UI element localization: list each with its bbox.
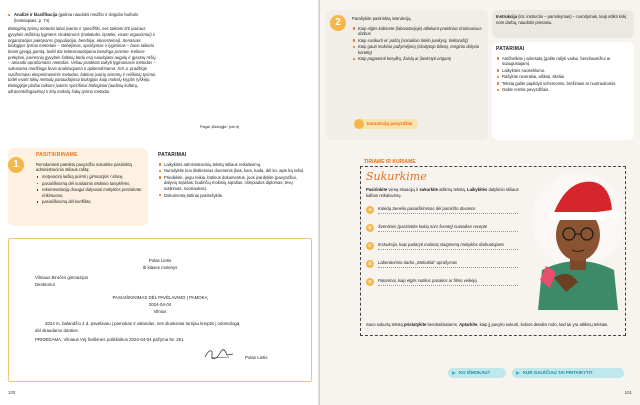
doc-city: Vilnius: [153, 309, 167, 314]
doc-body2: dėl skaudamo danties.: [35, 328, 79, 333]
intro-heading: Analizė ir klasifikacija (galima naudotis medžio ir dvigubo burbulo (lentelapiais, p. 74): [8, 12, 158, 23]
apply-button[interactable]: KUR GALĖČIAU TAI PRITAIKYTI?: [512, 368, 624, 378]
option-text: Patarimai, kaip elgtis sutikus pasakos ar filmo veikėją: [378, 278, 518, 286]
arrow-right-icon: [452, 371, 456, 375]
right-tips-list: [496, 56, 630, 93]
list-item: rekomendaciją draugui dalyvauti mokyklos prezidento rinkimuose,: [36, 187, 146, 198]
step1-number: 1: [8, 157, 24, 173]
option-letter: C: [366, 242, 374, 250]
option-letter: E: [366, 278, 374, 286]
page-number-right: 101: [624, 390, 632, 396]
create-footer: Savo sukurtą tekstą pristatykite bendraklasiams. Aptarkite, kaip jį pavyko sukurti, kokios detalės rodo, kad tai yra atlikmų tekstas.: [366, 322, 609, 327]
doc-body1: 2024 m. balandžio 4 d. pavėlavau į pamokas 2 valandas, nes sluoksniai turėjau kreiptis į odontologą: [45, 321, 240, 326]
list-item: Priedėkite, jeigu reikia, būtinus dokumentus, juos įvardykite (pavyzdžiui, dalyvių sąrašas, budinčių mokinių sąrašas, olimpiados diplomas, tėvų sutikimas, nuotraukos).: [158, 175, 308, 192]
list-item: Kaip gauti mokinio pažymėjimą (skaitytojo bilietą, renginio dalyvio kortelę): [352, 44, 484, 55]
tips-content: [158, 152, 308, 199]
doc-attach: PRIDEDAMA. Vilniaus Vėj Šeškinės poliklinikos 2024-04-04 pažyma Nr. 261: [35, 337, 184, 342]
santa-student-illustration: [528, 160, 628, 310]
learned-button[interactable]: KO IŠMOKAU?: [448, 368, 506, 378]
doc-class: Ib klases mokinys: [142, 265, 178, 270]
option-text: Laboratorinio darbo „Stebuklai“ aprašymas: [378, 260, 518, 268]
list-item: Atsižvelkite į adresatą (galite rašyti vaikui, bendraamžiui ar suaugusiajam).: [496, 56, 630, 67]
step2-list: [352, 26, 484, 62]
step1-lead: Remdamiesi pateiktu pavyzdžiu sukurkite pasirinktą administracinio stiliaus raštą:: [36, 161, 132, 173]
create-content: [366, 170, 526, 198]
list-item: Dokumentą būtinai pasirašykite.: [158, 193, 308, 199]
list-item: Laikykitės administracinių tekstų stiliaus reikalavimų.: [158, 162, 308, 168]
option-a: [366, 206, 522, 214]
signature-icon: [203, 347, 235, 361]
step2-lead: Parašykite pasirinktą instrukciją.: [352, 16, 412, 21]
list-item: Nurodykite kuo tiksliesnius duomenis (kas, kam, kada, dėl ko, apie ką rašo).: [158, 168, 308, 174]
page-number-left: 100: [8, 390, 16, 396]
option-text: Kalėdų Senelio pasiaiškinimas dėl pamiršto dovanos: [378, 206, 518, 214]
intro-credit: Pagal „Biologija“ (vle.lt): [200, 125, 240, 129]
doc-recipient: Vilniaus Biručės gimnazijos: [35, 275, 89, 280]
qr-icon: [354, 119, 364, 129]
doc-recipient2: Direktoriui: [35, 282, 55, 287]
step2-number: 2: [330, 15, 346, 31]
option-letter: D: [366, 260, 374, 268]
step1-content: [36, 152, 146, 206]
examples-link[interactable]: Instrukcijų pavyzdžiai: [354, 119, 418, 129]
option-c: [366, 242, 522, 250]
list-item: Galite remtis pavyzdžiais.: [496, 87, 630, 93]
step1-list: [36, 174, 146, 205]
list-item: Kaip susikurti el. paštą (socialinio tinklo paskyrą, tinklaraštį): [352, 38, 484, 44]
list-item: Laikykitės nuoseklumo.: [496, 68, 630, 74]
right-page: [320, 0, 640, 405]
create-banner: TIRIAME IR KURIAME: [364, 159, 416, 165]
list-item: Tekstą galite papildyti schemomis, brėžiniais ar nuotraukomis.: [496, 81, 630, 87]
doc-date: 2024-04-04: [148, 302, 172, 307]
document-paper: [13, 243, 307, 377]
list-item: motyvacinį laišką priimti į gimnazijos / klasę,: [36, 174, 146, 180]
option-text: Šventinės (pasirinkite kokią nors šventę) nuotaikos recepte: [378, 224, 518, 232]
step1-title: PASITIKRINAME: [36, 152, 78, 158]
arrow-right-icon: [516, 371, 520, 375]
right-tips-title: PATARIMAI: [496, 46, 525, 52]
step2-content: [352, 16, 484, 63]
option-b: [366, 224, 522, 232]
doc-signer: Polas Lietis: [245, 355, 268, 360]
option-letter: A: [366, 206, 374, 214]
option-e: [366, 278, 522, 286]
list-item: pasiaiškinimą dėl konflikto.: [36, 199, 146, 205]
intro-column-1: [8, 12, 158, 122]
definition-text: Instrukcija (lot. instructio – pamokymas) – nurodymas, kaip atlikti kokį nors darbą, naudotis prietaisu.: [496, 14, 627, 25]
doc-author: Polas Lietis: [148, 258, 172, 263]
list-item: Rašykite neutraliai, aiškiai, tiksliai.: [496, 74, 630, 80]
list-item: pasiaiškinimą dėl nuolatinio Mokinio taisyklėms,: [36, 181, 146, 187]
intro-body: Biologinių tyrimų metodai labai įvairūs ir specifiški, nes taikomi tirti įvairaus gyvybės reiškinių lygmens struktūroms (molekulei, ląstelei, visam organizmui) ir organizacijos pakopoms (populiacijai, bendrijai, ekosistemai). Senasiais biologijos tyrimo metodais – stebėjimas, aprašymas ir lyginimas – buvo taikomi tiriant gyvąją gamtą, todėl dar tebesinaudojama bendrąja prasme. Keliose prekybai, įvairesnių gyvybės šaltinių būdu esą naudojami augalų ir gyvūnų rūšių – atsirado aprašomasis metodas. Vėliau pradėtas taikyti lyginamasis metodas – sukuriama medžiaga buvo analizuojama ir apibendrinama. XIX a. pradžioje susiformavo eksperimentinis metodas, būtinas įvairių sistemų ir reiškinių tyrimui, todėl esant tokių metodų panaudojimui biologijos kaip mokslų kryptis ryškėjo. Biologijoje plačiai taikomi įvairūs specifiniai biologiniai (audinių kultūrų, ultracentrifugavimo) ir kitų mokslų šakų tyrimo metodai.: [8, 26, 157, 94]
create-lead: Pasirinkite vieną situaciją ir sukurkite atlikmų tekstą. Laikykitės dalykinio stiliaus kalbos reikalavimų.: [366, 186, 519, 198]
option-letter: B: [366, 224, 374, 232]
tips-list: [158, 162, 308, 198]
list-item: Kaip pagaminti kesylką, žaislą ar įlankstyti origamį: [352, 56, 484, 62]
create-title: Sukurkime: [366, 170, 427, 183]
right-tips-content: [496, 46, 630, 94]
option-text: Instrukcija, kaip padaryti malonią staigmeną mokyklos darbuotojams: [378, 242, 518, 250]
tips-title: PATARIMAI: [158, 152, 187, 158]
bullet-icon: [8, 14, 10, 16]
list-item: Kaip elgtis kabinete (laboratorijoje) atliekant praktinius tiriamuosius darbus: [352, 26, 484, 37]
option-d: [366, 260, 522, 268]
doc-title: PASIAIŠKINIMAS DĖL PAVĖLAVIMO Į PAMOKĄ: [112, 295, 208, 300]
